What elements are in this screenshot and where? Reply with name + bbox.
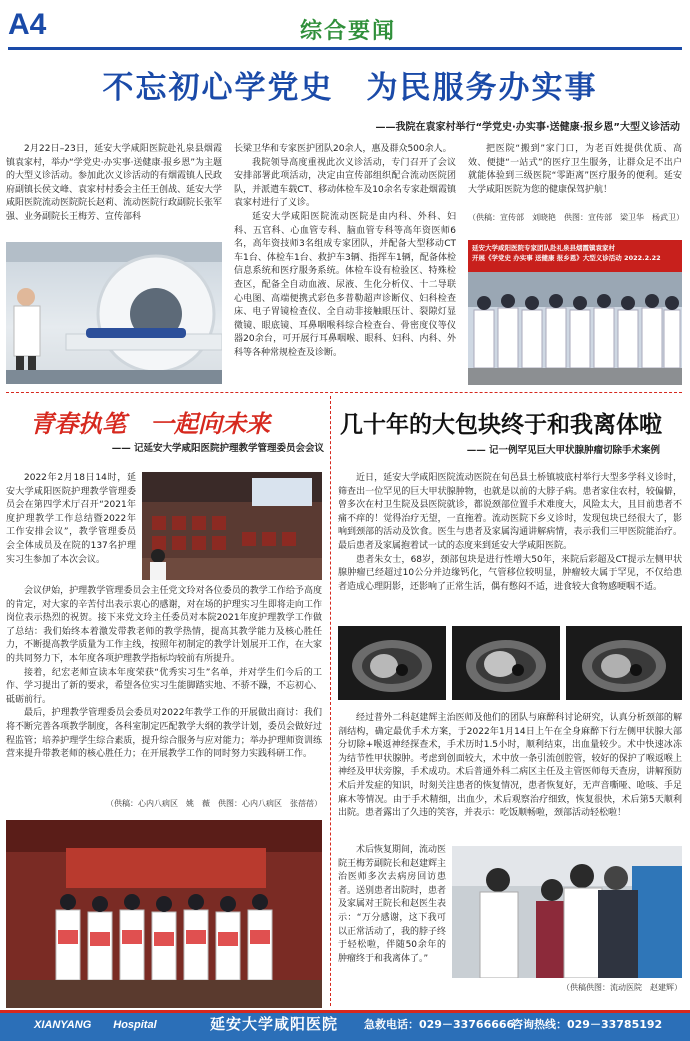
ct-image-2 xyxy=(452,626,560,700)
consult-label: 咨询热线： xyxy=(512,1018,567,1031)
footer-brand-cn: 延安大学咸阳医院 xyxy=(210,1015,339,1033)
article1-col2: 长梁卫华和专家医护团队20余人，惠及群众500余人。 我院领导高度重视此次义诊活动，专门召开了会议安排部署此项活动，决定由宣传部组织配合流动医院团队，并派遣车载CT、移动体检车及10余名专家赴烟霞镇袁家村进行了义诊。 延安大学咸阳医院流动医院是由内科、外科、妇科、五官科、心血管专科、脑血管专科等高年资医师6名，高年资技师3名组成专家团队，并配备大型移动CT车1台、体检车1台、救护车3辆、指挥车1辆，配备体检信息系统和医疗服务系统。体检车设有检验区、特殊检查区，配备全自动血液、尿液、生化分析仪、十二导联心电图、高端便携式彩色多普勒超声诊断仪、妇科检查床、电子胃镜检查仪、全自动非接触眼压计、裂隙灯显微镜、眼底镜、耳鼻咽喉科综合检查台、骨密度仪等仪器20余台，可开展行耳鼻咽喉、眼科、妇科、内科、外科等各种常规检查及诊断。 xyxy=(234,144,456,358)
column-divider xyxy=(330,396,331,1006)
article2-credit: （供稿：心内八病区 姚 薇 供图：心内八病区 张蓓蓓） xyxy=(106,799,322,808)
article3-credit: （供稿供图：流动医院 赵建辉） xyxy=(562,983,682,992)
ceremony-illustration xyxy=(6,820,322,1008)
ct-image-1 xyxy=(338,626,446,700)
footer-hotline xyxy=(364,1016,514,1032)
patient-visit-illustration xyxy=(452,846,682,978)
patient-visit-photo xyxy=(452,846,682,978)
ct-scanner-illustration xyxy=(6,242,222,384)
section-divider xyxy=(6,392,682,393)
meeting-hall-photo xyxy=(142,472,322,580)
article3-body-bottom: 术后恢复期间，流动医院王梅芳副院长和赵建辉主治医师多次去病房回访患者。送别患者出院时，患者及家属对王院长和赵医生表示：“万分感谢，这下我可以正常活动了，我的脖子终于轻松啦，伴随50余年的肿瘤终于和我离体了。” xyxy=(338,845,446,964)
hotline-number: 029－33766666 xyxy=(419,1018,515,1031)
article3-subtitle: —— 记一例罕见巨大甲状腺肿瘤切除手术案例 xyxy=(466,445,660,456)
article1-col1: 2月22日–23日，延安大学咸阳医院赴礼泉县烟霞镇袁家村，举办“学党史·办实事·送健康·报乡恩”为主题的大型义诊活动。参加此次义诊活动的有烟霞镇人民政府副镇长侯文峰、袁家村村委会主任王创战、延安大学咸阳医院流动医院院长赵莉、流动医院行政副院长张军强、业务副院长王梅芳、宣传部科 xyxy=(6,144,222,222)
article2-title: 青春执笔 一起向未来 xyxy=(30,409,270,438)
article1-col3: 把医院“搬到”家门口，为老百姓提供优质、高效、便捷“一站式”的医疗卫生服务，让群众足不出户就能体验到三级医院“零距离”医疗服务的便利。延安大学咸阳医院为您的健康保驾护航！ xyxy=(468,144,682,195)
consult-number: 029－33785192 xyxy=(567,1018,663,1031)
article2-subtitle: —— 记延安大学咸阳医院护理教学管理委员会会议 xyxy=(111,443,324,454)
article3-title: 几十年的大包块终于和我离体啦 xyxy=(340,411,662,438)
group-illustration xyxy=(468,240,682,385)
footer-consult xyxy=(512,1016,662,1032)
article3-body-mid: 经过普外二科赵建辉主治医师及他们的团队与麻醉科讨论研究，认真分析颈部的解剖结构，确定最优手术方案，于2022年1月14日上午在全身麻醉下行左侧甲状腺大部分切除+喉返神经探查术，手术历时1.5小时，顺利结束，出血量较少。术中快速冰冻为结节性甲状腺肿。考虑到创面较大，术中放一条引流创腔管，较好的保护了喉返喉上神经及甲状旁腺，手术成功。术后普通外科二病区主任及主管医师每天查房，讲解预防术后并发症的知识，时刻关注患者的恢复情况，患者恢复好，无声音嘶哑、呛咳、手足麻木等情况。由于手术精细，出血少，术后观察治疗细致，恢复很快，术后第5天顺利出院。患者露出了久违的笑容，并表示：吃饭顺畅啦，颈部活动轻松啦！ xyxy=(338,713,682,819)
article3-body-top: 近日，延安大学咸阳医院流动医院在旬邑县土桥镇坡底村举行大型多学科义诊时，筛查出一位罕见的巨大甲状腺肿物，也就是以前的大脖子病。患者家住农村，较偏僻，曾多次在村卫生院及县医院就诊，都说颈部位置手术难度大，风险太大，且目前患者不痛不痒的！觉得治疗无望，一直拖着。流动医院下乡义诊时，发现包块已经很大了，影响到颈部的活动及饮食。医生与患者及家属沟通讲解病情，表示我们三甲医院能治疗。最后患者及家属抱着试一试的态度来到延安大学咸阳医院。 患者朱女士，68岁，颈部包块是进行性增大50年，来院后彩超及CT提示左侧甲状腺肿瘤已经超过10公分并边缘钙化，气管移位较明显，肿瘤较大属于罕见，不仅给患者造成心理阴影，还影响了正常生活，偶有憋闷不适，进食较大食物感哽咽不适。 xyxy=(338,473,682,592)
article2-body: 会议伊始，护理教学管理委员会主任党文玲对各位委员的教学工作给予高度的肯定，对大家的辛苦付出表示衷心的感谢，对在场的护理实习生即将走向工作岗位表示热烈的祝贺。接下来党文玲主任委员对本院2021年度护理教学工作做了总结：我们始终本着激发带教老师的教学热情，提高其教学能力及核心胜任力，不断提高教学质量为工作主线，按照年初制定的教学计划展开工作，在大家的共同努力下，本年度各项护理教学指标均较前有所提升。 接着，纪宏老师宣读本年度荣获“优秀实习生”名单，并对学生们今后的工作、学习提出了新的要求，希望各位实习生能脚踏实地、不骄不躁，不忘初心、砥砺前行。 最后，护理教学管理委员会委员对2022年教学工作的开展做出商讨：我们将不断完善各项教学制度，各科室制定匹配教学大纲的教学计划，委员会做好过程监管；培养护理学生综合素质，提升综合服务与应对能力；举办护理师资训练营来提升带教老师的核心胜任力；在开展教学工作的同时努力实践科研工作。 xyxy=(6,586,322,760)
ct-image-3 xyxy=(566,626,682,700)
banner: 延安大学咸阳医院专家团队赴礼泉县烟霞镇袁家村 开展《学党史 办实事 送健康 报乡恩》大型义诊活动 2022.2.22 xyxy=(468,240,682,272)
article1-subtitle: ——我院在袁家村举行“学党史·办实事·送健康·报乡恩”大型义诊活动 xyxy=(375,122,680,133)
ct-scan-icon xyxy=(338,626,446,700)
page-number: A4 xyxy=(8,8,47,41)
header-rule xyxy=(8,47,682,50)
ct-scan-photo xyxy=(6,242,222,384)
ct-scan-icon xyxy=(566,626,682,700)
footer-brand-en: XIANYANG Hospital xyxy=(34,1019,157,1031)
article1-title: 不忘初心学党史 为民服务办实事 xyxy=(102,70,598,106)
meeting-hall-illustration xyxy=(142,472,322,580)
ct-scan-icon xyxy=(452,626,560,700)
award-ceremony-photo xyxy=(6,820,322,1008)
section-title: 综合要闻 xyxy=(300,18,397,44)
article1-credit: （供稿：宣传部 刘晓艳 供图：宣传部 梁卫华 杨武卫） xyxy=(468,213,684,222)
article2-lead: 2022年2月18日14时，延安大学咸阳医院护理教学管理委员会在第四学术厅召开“2021年度护理教学工作总结暨2022年工作安排会议”，教学管理委员会全体成员及在院的137名护理实习生参加了本次会议。 xyxy=(6,473,136,565)
hotline-label: 急救电话： xyxy=(364,1018,419,1031)
group-photo-clinic xyxy=(468,240,682,385)
